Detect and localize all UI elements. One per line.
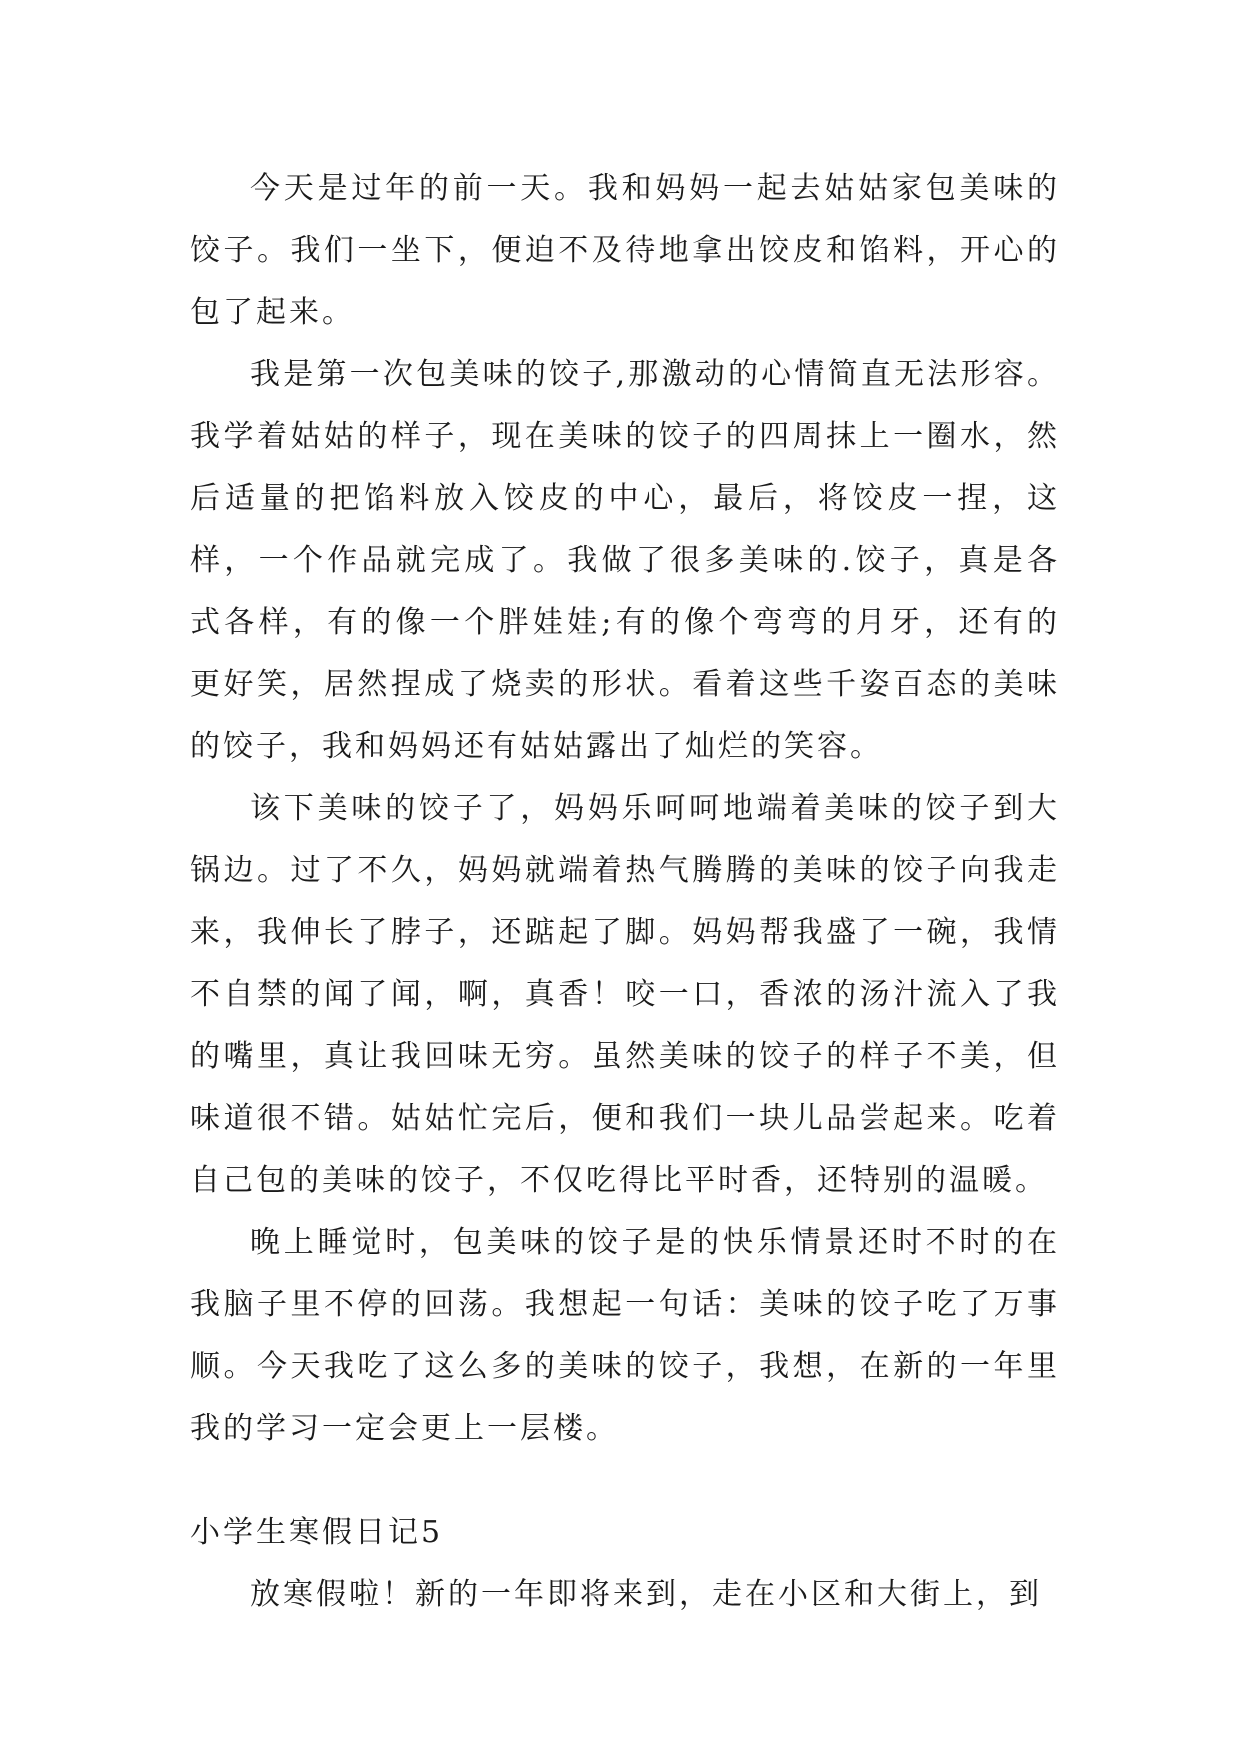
- paragraph-3: 该下美味的饺子了，妈妈乐呵呵地端着美味的饺子到大锅边。过了不久，妈妈就端着热气腾腾的美味的饺子向我走来，我伸长了脖子，还踮起了脚。妈妈帮我盛了一碗，我情不自禁的闻了闻，啊，真香！咬一口，香浓的汤汁流入了我的嘴里，真让我回味无穷。虽然美味的饺子的样子不美，但味道很不错。姑姑忙完后，便和我们一块儿品尝起来。吃着自己包的美味的饺子，不仅吃得比平时香，还特别的温暖。: [190, 791, 1060, 1198]
- paragraph-2: 我是第一次包美味的饺子,那激动的心情简直无法形容。我学着姑姑的样子，现在美味的饺子的四周抹上一圈水，然后适量的把馅料放入饺皮的中心，最后，将饺皮一捏，这样，一个作品就完成了。我做了很多美味的.饺子，真是各式各样，有的像一个胖娃娃;有的像个弯弯的月牙，还有的更好笑，居然捏成了烧卖的形状。看着这些千姿百态的美味的饺子，我和妈妈还有姑姑露出了灿烂的笑容。: [190, 357, 1060, 764]
- paragraph-1: 今天是过年的前一天。我和妈妈一起去姑姑家包美味的饺子。我们一坐下，便迫不及待地拿出饺皮和馅料，开心的包了起来。: [190, 171, 1060, 330]
- section-title: 小学生寒假日记5: [190, 1515, 444, 1550]
- document-body: [190, 158, 1060, 1626]
- paragraph-5: 放寒假啦！新的一年即将来到，走在小区和大街上，到: [250, 1577, 1042, 1612]
- paragraph-4: 晚上睡觉时，包美味的饺子是的快乐情景还时不时的在我脑子里不停的回荡。我想起一句话：美味的饺子吃了万事顺。今天我吃了这么多的美味的饺子，我想，在新的一年里我的学习一定会更上一层楼。: [190, 1225, 1060, 1446]
